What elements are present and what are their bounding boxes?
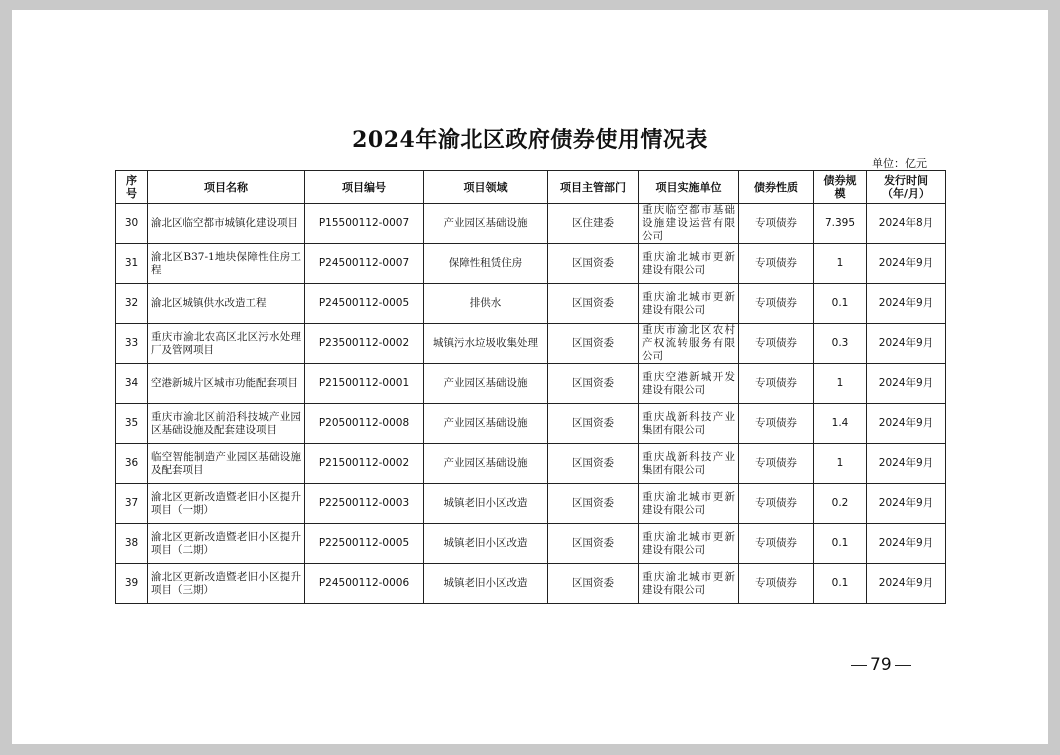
cell-nature: 专项债券 (739, 204, 814, 244)
header-name: 项目名称 (148, 171, 305, 204)
cell-name: 渝北区更新改造暨老旧小区提升项目（一期） (148, 484, 305, 524)
cell-name: 重庆市渝北区前沿科技城产业园区基础设施及配套建设项目 (148, 404, 305, 444)
cell-field: 产业园区基础设施 (424, 404, 548, 444)
cell-date: 2024年9月 (867, 324, 946, 364)
header-scale: 债券规模 (814, 171, 867, 204)
cell-code: P22500112-0005 (305, 524, 424, 564)
header-impl: 项目实施单位 (639, 171, 739, 204)
cell-nature: 专项债券 (739, 244, 814, 284)
cell-impl: 重庆渝北城市更新建设有限公司 (639, 564, 739, 604)
cell-seq: 34 (116, 364, 148, 404)
cell-scale: 0.1 (814, 284, 867, 324)
cell-date: 2024年9月 (867, 484, 946, 524)
cell-dept: 区国资委 (548, 404, 639, 444)
cell-seq: 30 (116, 204, 148, 244)
page-number-dash-left (851, 665, 867, 666)
cell-impl: 重庆渝北城市更新建设有限公司 (639, 524, 739, 564)
cell-code: P22500112-0003 (305, 484, 424, 524)
cell-nature: 专项债券 (739, 324, 814, 364)
cell-code: P23500112-0002 (305, 324, 424, 364)
cell-dept: 区国资委 (548, 444, 639, 484)
cell-field: 城镇老旧小区改造 (424, 524, 548, 564)
cell-field: 产业园区基础设施 (424, 444, 548, 484)
cell-scale: 0.1 (814, 564, 867, 604)
cell-impl: 重庆市渝北区农村产权流转服务有限公司 (639, 324, 739, 364)
cell-name: 重庆市渝北农高区北区污水处理厂及管网项目 (148, 324, 305, 364)
cell-date: 2024年8月 (867, 204, 946, 244)
cell-field: 产业园区基础设施 (424, 364, 548, 404)
cell-impl: 重庆空港新城开发建设有限公司 (639, 364, 739, 404)
cell-impl: 重庆渝北城市更新建设有限公司 (639, 284, 739, 324)
cell-scale: 0.2 (814, 484, 867, 524)
page-number-dash-right (895, 665, 911, 666)
header-nature: 债券性质 (739, 171, 814, 204)
cell-impl: 重庆渝北城市更新建设有限公司 (639, 484, 739, 524)
page-number (848, 655, 914, 675)
document-title: 2024年渝北区政府债券使用情况表 (352, 127, 708, 153)
table-header-row (116, 171, 946, 204)
cell-date: 2024年9月 (867, 284, 946, 324)
cell-scale: 1 (814, 444, 867, 484)
cell-seq: 39 (116, 564, 148, 604)
cell-dept: 区国资委 (548, 244, 639, 284)
cell-date: 2024年9月 (867, 364, 946, 404)
cell-scale: 1.4 (814, 404, 867, 444)
cell-nature: 专项债券 (739, 484, 814, 524)
cell-nature: 专项债券 (739, 564, 814, 604)
header-code: 项目编号 (305, 171, 424, 204)
table-row (116, 244, 946, 284)
cell-name: 渝北区临空都市城镇化建设项目 (148, 204, 305, 244)
cell-name: 渝北区更新改造暨老旧小区提升项目（二期） (148, 524, 305, 564)
cell-date: 2024年9月 (867, 524, 946, 564)
cell-nature: 专项债券 (739, 364, 814, 404)
cell-seq: 35 (116, 404, 148, 444)
cell-impl: 重庆临空都市基础设施建设运营有限公司 (639, 204, 739, 244)
unit-label: 单位：亿元 (872, 157, 927, 170)
cell-code: P24500112-0006 (305, 564, 424, 604)
table-row (116, 564, 946, 604)
cell-seq: 33 (116, 324, 148, 364)
bond-usage-table (115, 170, 946, 604)
cell-dept: 区国资委 (548, 364, 639, 404)
table-row (116, 284, 946, 324)
cell-impl: 重庆战新科技产业集团有限公司 (639, 444, 739, 484)
cell-dept: 区国资委 (548, 484, 639, 524)
table-row (116, 364, 946, 404)
cell-dept: 区国资委 (548, 524, 639, 564)
cell-nature: 专项债券 (739, 444, 814, 484)
cell-code: P15500112-0007 (305, 204, 424, 244)
cell-code: P24500112-0007 (305, 244, 424, 284)
table-row (116, 404, 946, 444)
cell-code: P24500112-0005 (305, 284, 424, 324)
cell-date: 2024年9月 (867, 404, 946, 444)
cell-field: 保障性租赁住房 (424, 244, 548, 284)
cell-dept: 区国资委 (548, 564, 639, 604)
table-row (116, 524, 946, 564)
cell-field: 城镇老旧小区改造 (424, 484, 548, 524)
cell-seq: 32 (116, 284, 148, 324)
cell-dept: 区国资委 (548, 284, 639, 324)
cell-scale: 1 (814, 244, 867, 284)
cell-name: 渝北区B37-1地块保障性住房工程 (148, 244, 305, 284)
cell-code: P21500112-0002 (305, 444, 424, 484)
cell-seq: 37 (116, 484, 148, 524)
cell-field: 产业园区基础设施 (424, 204, 548, 244)
table-row (116, 484, 946, 524)
cell-scale: 0.3 (814, 324, 867, 364)
cell-scale: 0.1 (814, 524, 867, 564)
document-page (12, 10, 1048, 744)
cell-seq: 36 (116, 444, 148, 484)
header-dept: 项目主管部门 (548, 171, 639, 204)
cell-code: P21500112-0001 (305, 364, 424, 404)
cell-date: 2024年9月 (867, 564, 946, 604)
cell-code: P20500112-0008 (305, 404, 424, 444)
cell-name: 渝北区城镇供水改造工程 (148, 284, 305, 324)
header-field: 项目领域 (424, 171, 548, 204)
cell-field: 城镇污水垃圾收集处理 (424, 324, 548, 364)
table-row (116, 324, 946, 364)
cell-impl: 重庆渝北城市更新建设有限公司 (639, 244, 739, 284)
header-seq: 序号 (116, 171, 148, 204)
cell-nature: 专项债券 (739, 284, 814, 324)
cell-field: 排供水 (424, 284, 548, 324)
cell-date: 2024年9月 (867, 244, 946, 284)
cell-name: 渝北区更新改造暨老旧小区提升项目（三期） (148, 564, 305, 604)
table-row (116, 204, 946, 244)
cell-nature: 专项债券 (739, 404, 814, 444)
cell-date: 2024年9月 (867, 444, 946, 484)
cell-scale: 1 (814, 364, 867, 404)
cell-field: 城镇老旧小区改造 (424, 564, 548, 604)
cell-name: 临空智能制造产业园区基础设施及配套项目 (148, 444, 305, 484)
cell-seq: 31 (116, 244, 148, 284)
cell-impl: 重庆战新科技产业集团有限公司 (639, 404, 739, 444)
cell-nature: 专项债券 (739, 524, 814, 564)
cell-dept: 区住建委 (548, 204, 639, 244)
cell-dept: 区国资委 (548, 324, 639, 364)
table-row (116, 444, 946, 484)
cell-name: 空港新城片区城市功能配套项目 (148, 364, 305, 404)
cell-seq: 38 (116, 524, 148, 564)
cell-scale: 7.395 (814, 204, 867, 244)
page-number-text: 79 (870, 655, 892, 675)
header-date: 发行时间（年/月） (867, 171, 946, 204)
